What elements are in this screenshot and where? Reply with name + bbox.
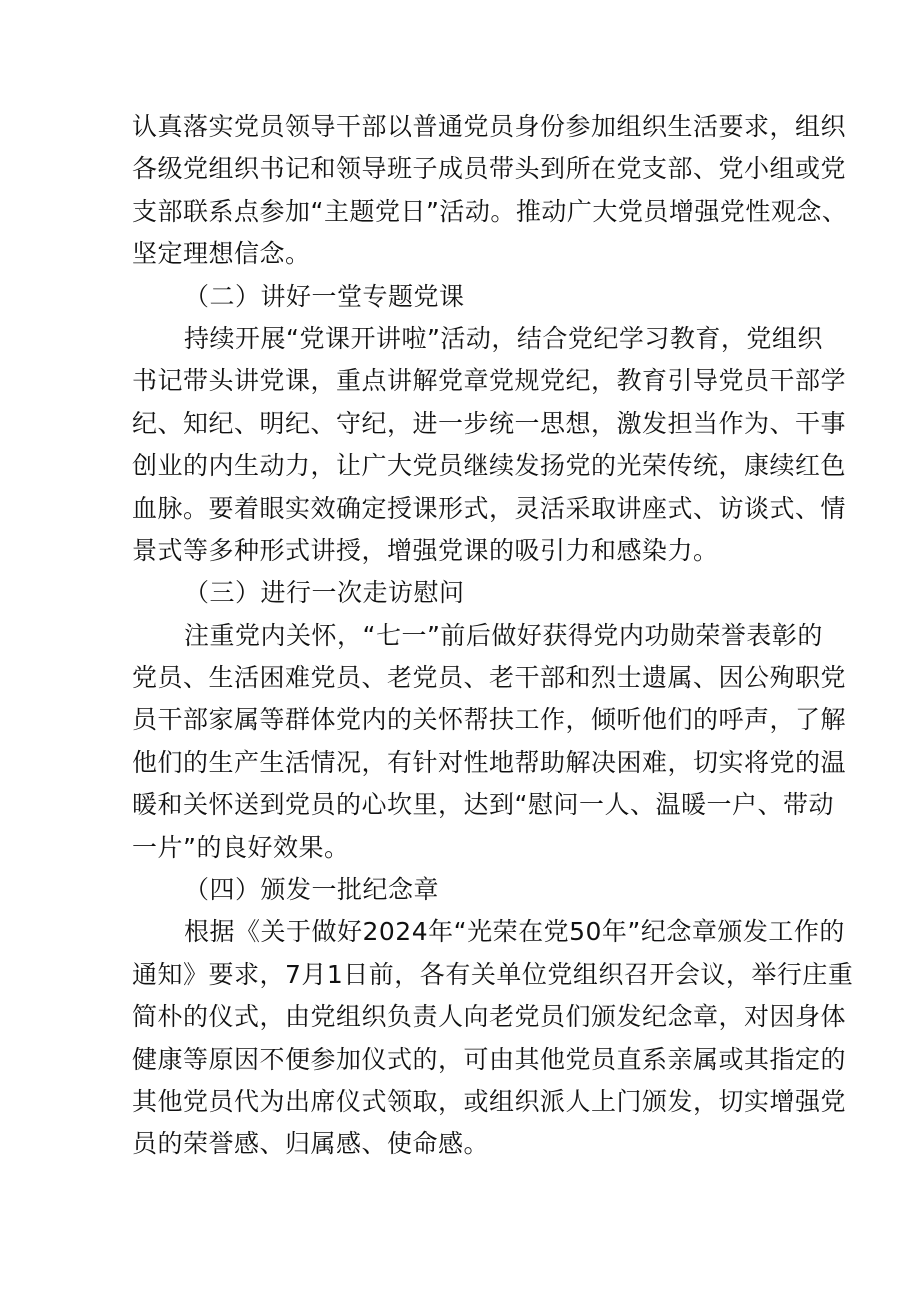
paragraph-line: 根据《关于做好2024年“光荣在党50年”纪念章颁发工作的 bbox=[184, 917, 845, 947]
paragraph-line: 员的荣誉感、归属感、使命感。 bbox=[132, 1129, 490, 1159]
paragraph-line: 血脉。要着眼实效确定授课形式，灵活采取讲座式、访谈式、情 bbox=[132, 493, 847, 523]
paragraph-line: 支部联系点参加“主题党日”活动。推动广大党员增强党性观念、 bbox=[132, 196, 848, 226]
document-body bbox=[132, 106, 854, 1166]
paragraph-2 bbox=[132, 318, 847, 572]
paragraph-line: 党员、生活困难党员、老党员、老干部和烈士遗属、因公殉职党 bbox=[132, 663, 847, 693]
section-heading-2: （二）讲好一堂专题党课 bbox=[184, 281, 465, 311]
paragraph-line: 其他党员代为出席仪式领取，或组织派人上门颁发，切实增强党 bbox=[132, 1086, 847, 1116]
paragraph-line: 健康等原因不便参加仪式的，可由其他党员直系亲属或其指定的 bbox=[132, 1044, 847, 1074]
paragraph-line: 纪、知纪、明纪、守纪，进一步统一思想，激发担当作为、干事 bbox=[132, 408, 847, 438]
paragraph-line: 暖和关怀送到党员的心坎里，达到“慰问一人、温暖一户、带动 bbox=[132, 790, 834, 820]
paragraph-line: 景式等多种形式讲授，增强党课的吸引力和感染力。 bbox=[132, 535, 719, 565]
section-heading-4: （四）颁发一批纪念章 bbox=[184, 875, 440, 905]
paragraph-line: 注重党内关怀，“七一”前后做好获得党内功勋荣誉表彰的 bbox=[184, 620, 823, 650]
paragraph-line: 通知》要求，7月1日前，各有关单位党组织召开会议，举行庄重 bbox=[132, 959, 854, 989]
paragraph-1 bbox=[132, 106, 848, 276]
paragraph-line: 持续开展“党课开讲啦”活动，结合党纪学习教育，党组织 bbox=[184, 323, 823, 353]
paragraph-line: 各级党组织书记和领导班子成员带头到所在党支部、党小组或党 bbox=[132, 154, 847, 184]
paragraph-4 bbox=[132, 911, 854, 1165]
paragraph-line: 员干部家属等群体党内的关怀帮扶工作，倾听他们的呼声，了解 bbox=[132, 705, 847, 735]
paragraph-line: 创业的内生动力，让广大党员继续发扬党的光荣传统，康续红色 bbox=[132, 451, 847, 481]
paragraph-line: 一片”的良好效果。 bbox=[132, 832, 350, 862]
section-heading-3: （三）进行一次走访慰问 bbox=[184, 578, 465, 608]
paragraph-line: 简朴的仪式，由党组织负责人向老党员们颁发纪念章，对因身体 bbox=[132, 1002, 847, 1032]
paragraph-line: 书记带头讲党课，重点讲解党章党规党纪，教育引导党员干部学 bbox=[132, 366, 847, 396]
paragraph-line: 坚定理想信念。 bbox=[132, 239, 311, 269]
paragraph-line: 认真落实党员领导干部以普通党员身份参加组织生活要求，组织 bbox=[132, 112, 847, 141]
paragraph-line: 他们的生产生活情况，有针对性地帮助解决困难，切实将党的温 bbox=[132, 747, 847, 777]
paragraph-3 bbox=[132, 615, 847, 869]
